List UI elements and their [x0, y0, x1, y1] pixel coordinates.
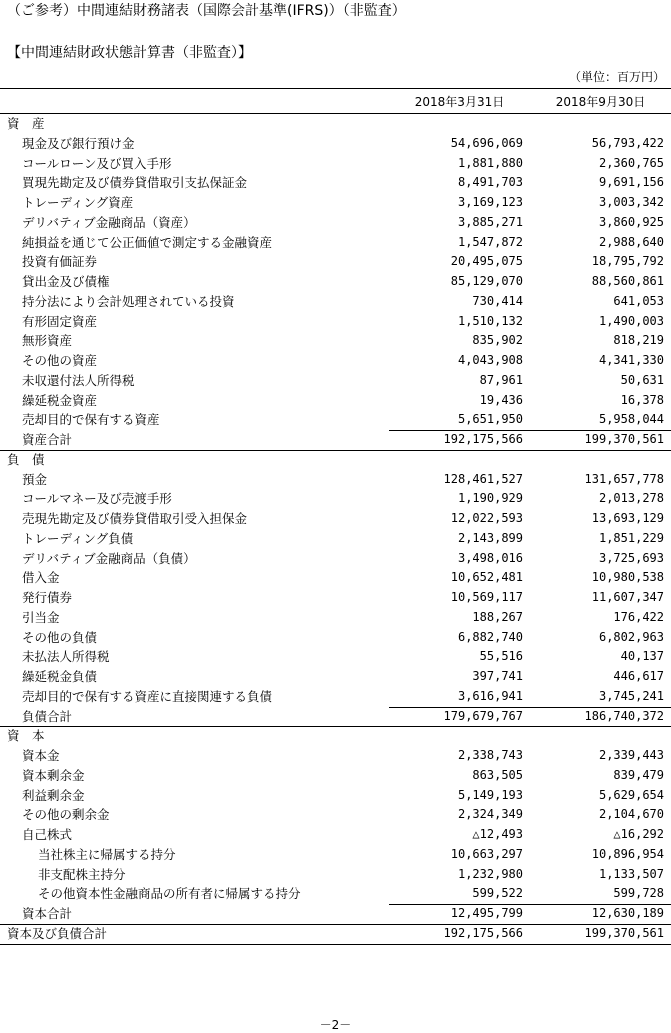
value-2018-03-31: 3,498,016	[457, 550, 523, 565]
table-row	[0, 252, 671, 271]
value-2018-03-31: 10,652,481	[450, 570, 523, 585]
value-2018-09-30: 13,693,129	[591, 511, 664, 525]
value-2018-03-31: 3,169,123	[457, 195, 523, 209]
value-2018-09-30: 16,378	[620, 392, 664, 407]
value-2018-09-30: 56,793,422	[591, 135, 664, 150]
value-2018-09-30: 9,691,156	[598, 175, 664, 190]
row-label: その他資本性金融商品の所有者に帰属する持分	[38, 886, 301, 902]
value-2018-03-31: 8,491,703	[457, 175, 523, 190]
subtotal-rule	[389, 707, 671, 708]
value-2018-09-30: 2,013,278	[598, 491, 664, 506]
table-row	[0, 391, 671, 410]
table-row	[0, 331, 671, 350]
value-2018-03-31: 1,547,872	[457, 234, 523, 249]
value-2018-03-31: 192,175,566	[443, 432, 523, 446]
row-label: コールローン及び買入手形	[22, 155, 172, 171]
value-2018-03-31: 863,505	[472, 767, 523, 782]
table-row	[0, 450, 671, 469]
table-row	[0, 410, 671, 429]
row-label: 繰延税金負債	[22, 669, 98, 684]
table-row	[0, 608, 671, 627]
row-label: デリバティブ金融商品（資産）	[22, 214, 196, 230]
value-2018-03-31: 3,885,271	[457, 214, 523, 229]
table-row	[0, 193, 671, 212]
value-2018-03-31: 55,516	[479, 649, 523, 664]
value-2018-03-31: 599,522	[472, 886, 523, 901]
value-2018-09-30: 199,370,561	[584, 925, 664, 940]
value-2018-09-30: 3,860,925	[598, 214, 664, 229]
value-2018-09-30: 3,745,241	[598, 688, 664, 703]
value-2018-09-30: 88,560,861	[591, 274, 664, 288]
table-row	[0, 529, 671, 548]
row-label: 利益剰余金	[22, 787, 85, 803]
subtotal-rule	[389, 904, 671, 905]
row-label: 借入金	[22, 570, 60, 586]
value-2018-09-30: 1,851,229	[598, 530, 664, 545]
row-label: 負 債	[7, 451, 45, 467]
row-label: 非支配株主持分	[38, 866, 126, 882]
row-label: 持分法により会計処理されている投資	[22, 293, 235, 309]
table-row	[0, 588, 671, 607]
table-row	[0, 568, 671, 587]
value-2018-03-31: 5,651,950	[457, 412, 523, 427]
value-2018-09-30: 5,629,654	[598, 787, 664, 802]
value-2018-03-31: 730,414	[472, 293, 523, 308]
value-2018-03-31: 5,149,193	[457, 787, 523, 802]
table-row	[0, 647, 671, 666]
row-label: 資本及び負債合計	[7, 925, 108, 941]
value-2018-03-31: 20,495,075	[450, 254, 523, 269]
value-2018-03-31: 2,324,349	[457, 807, 523, 822]
value-2018-03-31: △12,493	[472, 827, 523, 841]
row-label: 有形固定資産	[22, 313, 98, 329]
table-row	[0, 292, 671, 311]
value-2018-09-30: 4,341,330	[598, 353, 664, 367]
table-row	[0, 865, 671, 884]
value-2018-09-30: 18,795,792	[591, 254, 664, 269]
value-2018-03-31: 1,232,980	[457, 866, 523, 881]
value-2018-09-30: 3,003,342	[598, 195, 664, 209]
subtotal-rule	[389, 924, 671, 925]
table-row	[0, 430, 671, 449]
table-row	[0, 746, 671, 765]
table-row	[0, 312, 671, 331]
value-2018-09-30: 50,631	[620, 372, 664, 387]
table-row	[0, 272, 671, 291]
value-2018-03-31: 10,569,117	[450, 590, 523, 604]
value-2018-03-31: 4,043,908	[457, 353, 523, 367]
page-heading: （ご参考）中間連結財務諸表（国際会計基準(IFRS)）（非監査）	[7, 3, 406, 19]
unit-label: （単位：百万円）	[568, 70, 665, 84]
row-label: 当社株主に帰属する持分	[38, 846, 176, 862]
table-row	[0, 173, 671, 192]
row-label: その他の剰余金	[22, 807, 110, 823]
column-header-2018-03-31: 2018年3月31日	[414, 95, 505, 109]
value-2018-09-30: 186,740,372	[584, 708, 664, 723]
table-row	[0, 825, 671, 844]
value-2018-09-30: 11,607,347	[591, 590, 664, 604]
value-2018-09-30: △16,292	[613, 827, 664, 841]
value-2018-09-30: 5,958,044	[598, 412, 664, 427]
value-2018-09-30: 1,490,003	[598, 313, 664, 328]
value-2018-09-30: 2,339,443	[598, 748, 664, 762]
value-2018-03-31: 128,461,527	[443, 471, 523, 486]
table-row	[0, 371, 671, 390]
row-label: 売却目的で保有する資産に直接関連する負債	[22, 688, 273, 704]
table-row	[0, 549, 671, 568]
value-2018-09-30: 2,988,640	[598, 234, 664, 249]
value-2018-03-31: 87,961	[479, 372, 523, 387]
row-label: 貸出金及び債権	[22, 274, 110, 289]
table-row	[0, 786, 671, 805]
value-2018-03-31: 2,338,743	[457, 748, 523, 762]
section-end-rule	[0, 944, 671, 945]
value-2018-09-30: 10,980,538	[591, 570, 664, 585]
row-label: 引当金	[22, 609, 60, 625]
row-label: 売現先勘定及び債券貸借取引受入担保金	[22, 511, 248, 526]
value-2018-09-30: 176,422	[613, 609, 664, 624]
row-label: 買現先勘定及び債券貸借取引支払保証金	[22, 175, 248, 191]
value-2018-09-30: 2,104,670	[598, 807, 664, 822]
row-label: 純損益を通じて公正価値で測定する金融資産	[22, 234, 273, 250]
value-2018-09-30: 599,728	[613, 886, 664, 901]
value-2018-03-31: 12,495,799	[450, 906, 523, 920]
row-label: トレーディング資産	[22, 195, 134, 210]
row-label: 資 産	[7, 116, 45, 131]
table-row	[0, 904, 671, 923]
column-header-2018-09-30: 2018年9月30日	[555, 95, 646, 109]
row-label: コールマネー及び売渡手形	[22, 491, 172, 507]
value-2018-09-30: 839,479	[613, 767, 664, 782]
table-row	[0, 726, 671, 745]
value-2018-03-31: 192,175,566	[443, 925, 523, 940]
row-label: 資本金	[22, 748, 60, 763]
value-2018-09-30: 2,360,765	[598, 155, 664, 170]
row-label: 売却目的で保有する資産	[22, 412, 160, 428]
value-2018-09-30: 10,896,954	[591, 846, 664, 861]
row-label: 自己株式	[22, 827, 73, 842]
value-2018-03-31: 835,902	[472, 333, 523, 348]
value-2018-03-31: 179,679,767	[443, 708, 523, 723]
value-2018-09-30: 12,630,189	[591, 906, 664, 920]
table-row	[0, 845, 671, 864]
value-2018-09-30: 641,053	[613, 293, 664, 308]
value-2018-09-30: 3,725,693	[598, 550, 664, 565]
value-2018-09-30: 6,802,963	[598, 629, 664, 644]
statement-title: 【中間連結財政状態計算書（非監査）】	[7, 45, 252, 61]
table-row	[0, 805, 671, 824]
value-2018-03-31: 6,882,740	[457, 629, 523, 644]
value-2018-03-31: 2,143,899	[457, 530, 523, 545]
page-number: －2－	[319, 1018, 352, 1032]
table-row	[0, 509, 671, 528]
table-row	[0, 707, 671, 726]
value-2018-03-31: 12,022,593	[450, 511, 523, 525]
value-2018-03-31: 54,696,069	[450, 135, 523, 150]
row-label: 資 本	[7, 728, 45, 744]
value-2018-03-31: 10,663,297	[450, 846, 523, 861]
value-2018-03-31: 397,741	[472, 669, 523, 683]
row-label: 投資有価証券	[22, 254, 98, 270]
subtotal-rule	[389, 430, 671, 431]
table-row	[0, 667, 671, 686]
row-label: 預金	[22, 471, 48, 487]
table-row	[0, 134, 671, 153]
value-2018-09-30: 40,137	[620, 649, 664, 664]
row-label: 発行債券	[22, 590, 73, 605]
table-row	[0, 233, 671, 252]
row-label: その他の負債	[22, 629, 98, 645]
row-label: 資本剰余金	[22, 767, 85, 783]
table-top-rule	[0, 88, 671, 89]
table-row	[0, 687, 671, 706]
table-row	[0, 884, 671, 903]
row-label: 未払法人所得税	[22, 649, 110, 665]
row-label: その他の資産	[22, 353, 98, 368]
row-label: 負債合計	[22, 708, 73, 724]
row-label: デリバティブ金融商品（負債）	[22, 550, 196, 566]
row-label: 繰延税金資産	[22, 392, 98, 408]
row-label: 未収還付法人所得税	[22, 372, 135, 388]
row-label: 資本合計	[22, 906, 73, 921]
value-2018-09-30: 818,219	[613, 333, 664, 348]
value-2018-03-31: 85,129,070	[450, 274, 523, 288]
value-2018-03-31: 1,510,132	[457, 313, 523, 328]
value-2018-03-31: 19,436	[479, 392, 523, 407]
table-row	[0, 213, 671, 232]
value-2018-09-30: 446,617	[613, 669, 664, 683]
table-row	[0, 489, 671, 508]
table-row	[0, 470, 671, 489]
table-row	[0, 351, 671, 370]
value-2018-03-31: 3,616,941	[457, 688, 523, 703]
row-label: 無形資産	[22, 333, 73, 349]
row-label: 現金及び銀行預け金	[22, 135, 135, 151]
row-label: トレーディング負債	[22, 530, 134, 546]
table-row	[0, 114, 671, 133]
table-row	[0, 766, 671, 785]
value-2018-09-30: 199,370,561	[584, 432, 664, 446]
value-2018-03-31: 188,267	[472, 609, 523, 624]
value-2018-09-30: 1,133,507	[598, 866, 664, 881]
table-row	[0, 154, 671, 173]
value-2018-03-31: 1,190,929	[457, 491, 523, 506]
table-row	[0, 628, 671, 647]
row-label: 資産合計	[22, 432, 73, 447]
value-2018-03-31: 1,881,880	[457, 155, 523, 170]
value-2018-09-30: 131,657,778	[584, 471, 664, 486]
table-row	[0, 924, 671, 943]
